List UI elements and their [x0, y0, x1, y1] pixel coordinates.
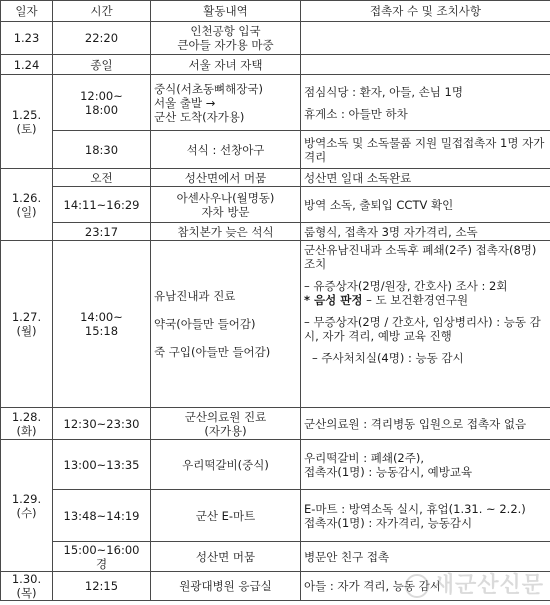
- contacts-line: 휴게소 : 아들만 하차: [304, 106, 408, 121]
- time-cell: 14:11~16:29: [53, 187, 151, 223]
- time-cell: 13:00~13:35: [53, 440, 151, 490]
- header-time: 시간: [53, 1, 151, 22]
- contacts-line: – 주사처치실(4명) : 능동 감시: [312, 351, 464, 365]
- date-cell: 1.25. (토): [1, 75, 53, 169]
- header-activity: 활동내역: [151, 1, 301, 22]
- contacts-line: – 유증상자(2명/원장, 간호사) 조사 : 2회: [304, 279, 508, 293]
- table-row: [1, 408, 550, 440]
- table-row: [1, 169, 550, 187]
- contacts-cell: 아들 : 자가 격리, 능동 감시: [301, 572, 550, 601]
- date-cell: 1.28. (화): [1, 408, 53, 440]
- table-row: [1, 75, 550, 131]
- activity-cell: 인천공항 입국 큰아들 자가용 마중: [151, 22, 301, 55]
- time-cell: 오전: [53, 169, 151, 187]
- contacts-cell: 방역 소독, 출퇴입 CCTV 확인: [301, 187, 550, 223]
- activity-cell: [151, 241, 301, 408]
- table-row: [1, 223, 550, 241]
- activity-line: 유남진내과 진료: [154, 289, 236, 303]
- watermark-text: 새군산신문: [432, 573, 544, 598]
- contacts-cell: [301, 241, 550, 408]
- time-cell: 종일: [53, 55, 151, 75]
- activity-cell: 중식(서초동뼈해장국) 서울 출발 → 군산 도착(자가용): [151, 75, 301, 131]
- header-contacts: 접촉자 수 및 조치사항: [301, 1, 550, 22]
- contacts-cell: E-마트 : 방역소독 실시, 휴업(1.31. ~ 2.2.) 접촉자(1명) : 자가격리, 능동감시: [301, 490, 550, 542]
- table-row: [1, 187, 550, 223]
- date-cell: 1.30. (목): [1, 572, 53, 601]
- header-row: [1, 1, 550, 22]
- table-row: [1, 542, 550, 572]
- date-cell: 1.23: [1, 22, 53, 55]
- contacts-cell: 병문안 친구 접촉: [301, 542, 550, 572]
- time-cell: 12:15: [53, 572, 151, 601]
- contacts-cell: 성산면 일대 소독완료: [301, 169, 550, 187]
- watermark: [405, 568, 544, 599]
- time-cell: 14:00~ 15:18: [53, 241, 151, 408]
- contacts-cell: [301, 75, 550, 131]
- table-row: [1, 22, 550, 55]
- table-row: [1, 440, 550, 490]
- time-cell: 13:48~14:19: [53, 490, 151, 542]
- activity-cell: 우리떡갈비(중식): [151, 440, 301, 490]
- table-row: [1, 55, 550, 75]
- contacts-line: 점심식당 : 환자, 아들, 손님 1명: [304, 84, 463, 99]
- activity-cell: 성산면에서 머뭄: [151, 169, 301, 187]
- contacts-cell: 방역소독 및 소독물품 지원 밀접접촉자 1명 자가격리: [301, 131, 550, 169]
- contacts-cell: 군산의료원 : 격리병동 입원으로 접촉자 없음: [301, 408, 550, 440]
- time-cell: 15:00~16:00 경: [53, 542, 151, 572]
- activity-line: 죽 구입(아들만 들어감): [154, 345, 271, 359]
- activity-cell: 서울 자녀 자택: [151, 55, 301, 75]
- contacts-cell: [301, 55, 550, 75]
- date-cell: 1.29. (수): [1, 440, 53, 572]
- contacts-cell: 우리떡갈비 : 폐쇄(2주), 접촉자(1명) : 능동감시, 예방교육: [301, 440, 550, 490]
- date-cell: 1.27. (월): [1, 241, 53, 408]
- time-cell: 22:20: [53, 22, 151, 55]
- activity-cell: 참치본가 늦은 석식: [151, 223, 301, 241]
- date-cell: 1.26. (일): [1, 169, 53, 241]
- activity-cell: 군산의료원 진료 (자가용): [151, 408, 301, 440]
- contacts-line: 군산유남진내과 소독후 폐쇄(2주) 접촉자(8명) 조치: [304, 243, 537, 271]
- time-cell: 12:30~23:30: [53, 408, 151, 440]
- activity-line: 약국(아들만 들어감): [154, 317, 256, 331]
- table-row: [1, 131, 550, 169]
- header-date: 일자: [1, 1, 53, 22]
- activity-cell: 성산면 머뭄: [151, 542, 301, 572]
- table-row: [1, 490, 550, 542]
- result-label: * 음성 판정: [304, 293, 363, 307]
- time-cell: 23:17: [53, 223, 151, 241]
- activity-cell: 아센사우나(월명동) 자차 방문: [151, 187, 301, 223]
- table-row: [1, 241, 550, 408]
- activity-cell: 군산 E-마트: [151, 490, 301, 542]
- time-cell: 18:30: [53, 131, 151, 169]
- date-cell: 1.24: [1, 55, 53, 75]
- contacts-line: – 무증상자(2명 / 간호사, 임상병리사) : 능동 감시, 자가 격리, 예방 교육 진행: [304, 315, 541, 343]
- activity-cell: 석식 : 선창아구: [151, 131, 301, 169]
- activity-cell: 원광대병원 응급실: [151, 572, 301, 601]
- contacts-cell: 룸형식, 접촉자 3명 자가격리, 소독: [301, 223, 550, 241]
- contacts-cell: [301, 22, 550, 55]
- time-cell: 12:00~ 18:00: [53, 75, 151, 131]
- contacts-line: – 도 보건환경연구원: [362, 293, 469, 307]
- watermark-logo-icon: [405, 574, 429, 598]
